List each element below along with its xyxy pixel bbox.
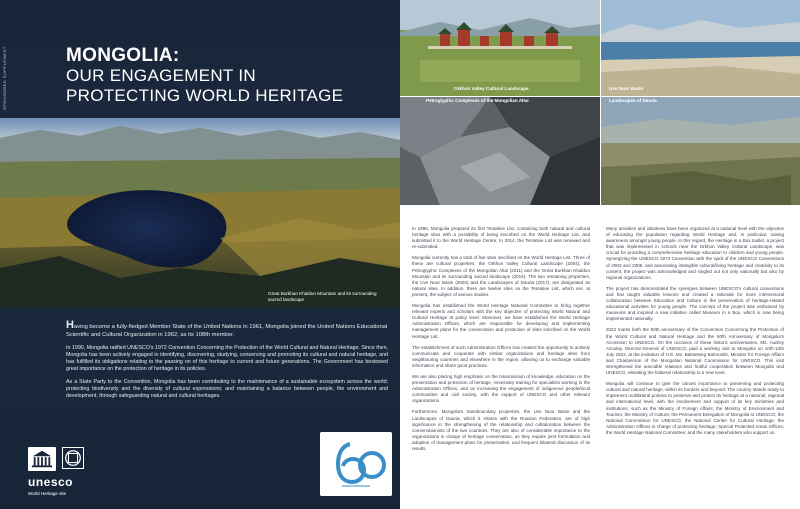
uvs-caption: Uvs Nuur Basin <box>609 86 644 91</box>
petroglyph-photo <box>400 97 600 205</box>
sixty-years-unesco-mongolia-logo <box>320 432 392 496</box>
page-subtitle-line-2: PROTECTING WORLD HERITAGE <box>66 86 344 105</box>
dauria-photo <box>601 97 800 205</box>
drop-cap: H <box>66 319 74 331</box>
unesco-logo <box>28 447 88 497</box>
text-column-2 <box>606 226 784 441</box>
petroglyph-caption: Petroglyphic Complexes of the Mongolian Altai <box>426 98 529 103</box>
dauria-image <box>601 97 800 205</box>
dauria-caption: Landscapes of Dauria <box>609 98 657 103</box>
col1-paragraph: We are also placing high emphasis on the transmission of knowledge, education on the preservation and protection of heritage, necessary training for specialists working in the Administration Offices, and on increasing the engagement of indigenous people/local communities and civil society, with the support of UNESCO and other relevant organizations. <box>412 373 590 404</box>
col2-paragraph: Many activities and initiatives have been organized at a national level with the objective of educating the population regarding World Heritage and, in particular, raising awareness amongst young people. In this regard, the Heritage in a Box toolkit, a project that was implemented in schools near the Orkhon Valley Cultural Landscape, was crucial for providing a comprehensive heritage education to children and young people. Synergizing the UNESCO 1972 Convention with the spirit of the UNESCO Conventions of 2003 and 2005, and associating intangible cultural/living heritage and creativity to its content, the project was acknowledged and singled out not only nationally but also by regional organizations. <box>606 226 784 280</box>
col1-paragraph: Mongolia has established the World Heritage National Committee to bring together relevant experts and scholars with the key objective of protecting World Natural and Cultural Heritage at policy level. Moreover, we have established the World Heritage Administration Offices, which are responsible for developing and implementing management plans for the conservation and protection of sites inscribed on the World Heritage List. <box>412 303 590 339</box>
orkhon-caption: Orkhon Valley Cultural Landscape <box>454 86 529 91</box>
col2-paragraph: Mongolia will continue to give the utmost importance to preserving and protecting cultural and natural heritage, within its borders and beyond. The country stands ready to implement multilateral policies to preserve and protect its heritage at a national, regional and international level, with the involvement and support of its key ministries and institutions, such as the Ministry of Foreign Affairs; the Ministry of Environment and Tourism; the Ministry of Culture; the Permanent Delegation of Mongolia to UNESCO; the National Commission for UNESCO; the National Center for Cultural Heritage; the Administration Offices in charge of protecting heritage; Special Protected Areas Offices; the World Heritage National Committee; and the many stakeholders who support us. <box>606 381 784 435</box>
col1-paragraph: In 1996, Mongolia prepared its first Tentative List, containing both natural and cultural heritage sites with a possibility of being inscribed on the World Heritage List, and submitted it to the World Heritage Centre. In 2014, the Tentative List was renewed and re-submitted. <box>412 226 590 250</box>
burkhan-khaldun-photo <box>0 118 400 308</box>
sponsored-label: SPONSORED SUPPLEMENT <box>2 46 7 110</box>
col2-paragraph: 2022 marks both the 50th anniversary of the Convention Concerning the Protection of the World Cultural and Natural Heritage and the 60th Anniversary of Mongolia's Accession to UNESCO. On the occasion of these historic anniversaries, Ms. Audrey Azoulay, Director-General of UNESCO, paid a working visit to Mongolia on 10th-14th July 2022, at the invitation of H.E. Ms. Battsetseg Batmunkh, Minister for Foreign Affairs and Chairperson of the Mongolian National Commission for UNESCO. This visit strengthened the amicable relations and fruitful cooperation between Mongolia and UNESCO, elevating the bilateral relationship to a new level. <box>606 327 784 376</box>
col1-paragraph: The establishment of such Administration Offices has created the opportunity to actively communicate and cooperate with similar organizations and heritage sites from neighbouring countries and elsewhere in the region, allowing us to exchange valuable information and share good practices. <box>412 344 590 368</box>
unesco-wordmark: unesco <box>28 475 74 489</box>
orkhon-valley-photo <box>400 0 600 96</box>
page-title: MONGOLIA: <box>66 45 180 66</box>
world-heritage-site-label: World Heritage site <box>28 491 67 496</box>
unesco-temple-icon <box>28 447 56 471</box>
lead-text: aving become a fully-fledged Member State of the United Nations in 1961, Mongolia joined the United Nations Educational Scientific and Cultural Organization in 1962, as its 108th member. <box>66 324 388 338</box>
orkhon-valley-image <box>400 0 600 96</box>
page-subtitle-line-1: OUR ENGAGEMENT IN <box>66 66 256 85</box>
uvs-nuur-photo <box>601 0 800 96</box>
title-block <box>66 45 386 106</box>
world-heritage-emblem-icon <box>62 447 84 469</box>
col2-paragraph: The project has demonstrated the synergies between UNESCO's cultural conventions and has taught valuable lessons and created a rationale for more intersectoral collaboration between Education and Culture in the preservation of heritage-related educational activities for young people. The concept of the project was embraced by museums and inspired a new initiative called Museum in a Box, which is now being implemented nationally. <box>606 285 784 322</box>
text-column-1 <box>412 226 590 457</box>
paragraph-ratification: In 1990, Mongolia ratified UNESCO's 1972 Convention Concerning the Protection of the World Cultural and Natural Heritage. Since then, Mongolia has been actively engaged in identifying, discovering, studying, conserving and promoting its cultural and natural heritage, and has fulfilled its obligations relating to the passing on of this heritage to current and future generations. The Government has bestowed great importance on the protection of heritage in its policies. <box>66 345 388 373</box>
right-page <box>400 0 800 509</box>
col1-paragraph: Mongolia currently has a total of five sites inscribed on the World Heritage List. Three of these are cultural properties: the Orkhon Valley Cultural Landscape (2004), the Petroglyphic Complexes of the Mongolian Altai (2011) and the Great Burkhan Khaldun Mountain and its surrounding sacred landscape (2015). The two remaining properties, the Uvs Nuur Basin (2003) and the Landscapes of Dauria (2017), are designated as natural sites. In addition, there are twelve sites on the Tentative List, which are, at present, the subject of various studies. <box>412 255 590 297</box>
col1-paragraph: Furthermore, Mongolia's transboundary properties, the Uvs Nuur Basin and the Landscapes of Dauria, which it shares with the Russian Federation, are of high significance in the strengthening of the relationship and collaboration between the conservationists of the two countries. They are also of considerable importance to the organizations in charge of heritage conservation, as they require joint formulation and adoption of management plans for preservation, and frequent bilateral discussion of its results. <box>412 409 590 451</box>
uvs-nuur-image <box>601 0 800 96</box>
left-text-body <box>66 319 388 406</box>
petroglyph-image <box>400 97 600 205</box>
paragraph-state-party: As a State Party to the Convention, Mongolia has been contributing to the maintenance of a sustainable ecosystem across the world; protecting biodiversity and the diversity of cultural expressions; and maintaining a balance between people, the environment and development, through safeguarding natural and cultural heritages. <box>66 379 388 400</box>
landscape-caption: Great Burkhan Khaldun Mountain and its surrounding sacred landscape <box>268 291 377 302</box>
lead-paragraph <box>66 319 388 339</box>
